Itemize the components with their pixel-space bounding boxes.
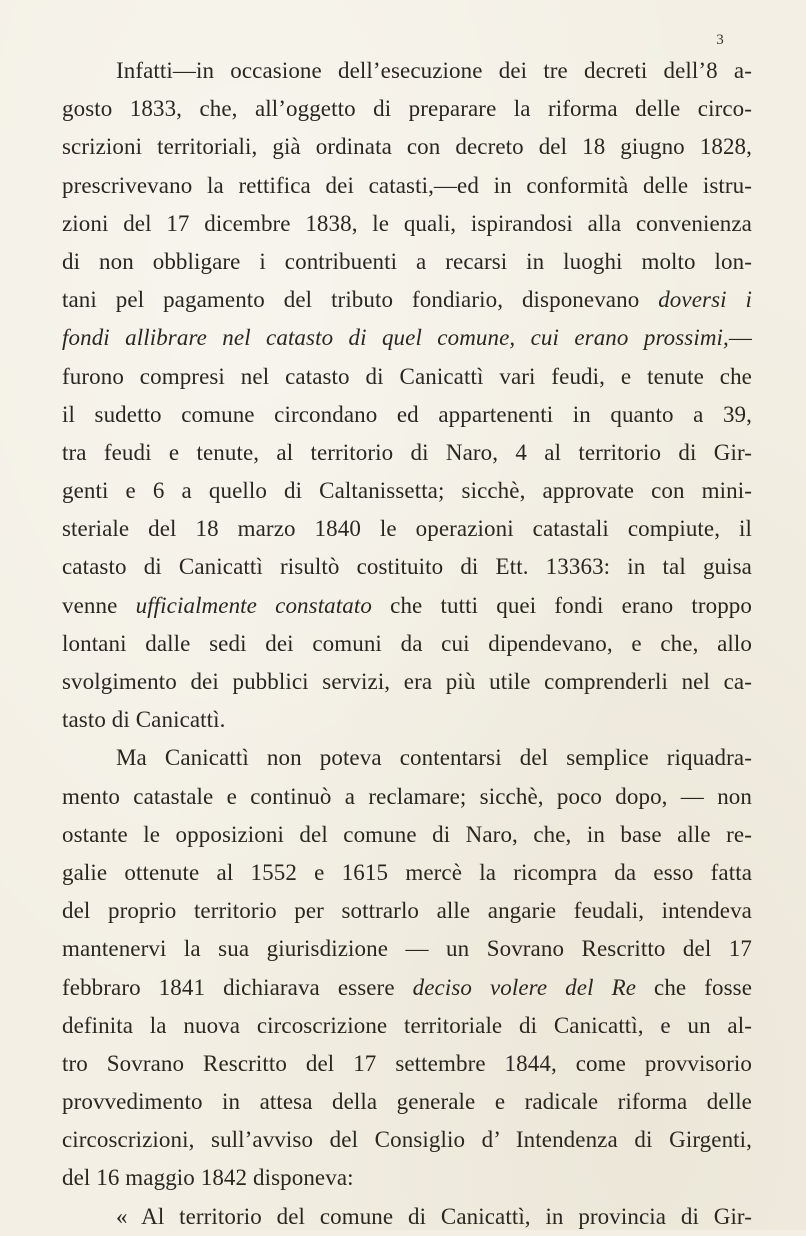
text-line <box>62 396 752 434</box>
paragraph <box>62 1198 752 1236</box>
text-segment: febbraro 1841 dichiarava essere <box>62 974 413 1000</box>
text-segment: provvedimento in attesa della generale e radicale riforma delle <box>62 1089 752 1115</box>
text-segment: mantenervi la sua giurisdizione — un Sovrano Rescritto del 17 <box>62 936 752 962</box>
text-segment: tra feudi e tenute, al territorio di Naro, 4 al territorio di Gir- <box>62 439 752 465</box>
text-line <box>62 434 752 472</box>
text-line <box>62 1198 752 1236</box>
text-line <box>62 319 752 357</box>
text-segment: ostante le opposizioni del comune di Naro, che, in base alle re- <box>62 821 752 847</box>
text-segment: lontani dalle sedi dei comuni da cui dipendevano, e che, allo <box>62 630 752 656</box>
text-line <box>62 52 752 90</box>
page-number: 3 <box>716 32 724 48</box>
text-line <box>62 510 752 548</box>
text-segment: scrizioni territoriali, già ordinata con decreto del 18 giugno 1828, <box>62 134 752 160</box>
text-line <box>62 854 752 892</box>
text-line <box>62 205 752 243</box>
body-text <box>62 52 752 1236</box>
text-segment: Infatti—in occasione dell’esecuzione dei tre decreti dell’8 a- <box>116 58 752 83</box>
text-line <box>62 1007 752 1045</box>
text-segment: del 16 maggio 1842 disponeva: <box>62 1165 354 1191</box>
text-segment: circoscrizioni, sull’avviso del Consiglio d’ Intendenza di Girgenti, <box>62 1127 752 1153</box>
text-line <box>62 548 752 586</box>
text-line <box>62 472 752 510</box>
text-line <box>62 167 752 205</box>
text-segment: steriale del 18 marzo 1840 le operazioni catastali compiute, il <box>62 516 752 542</box>
text-line <box>62 739 752 777</box>
text-line <box>62 930 752 968</box>
italic-text: deciso volere del Re <box>412 974 637 1000</box>
text-line <box>62 358 752 396</box>
text-segment: — <box>728 325 752 351</box>
text-line <box>62 1083 752 1121</box>
text-segment: definita la nuova circoscrizione territoriale di Canicattì, e un al- <box>62 1012 752 1038</box>
text-segment: prescrivevano la rettifica dei catasti,—ed in conformità delle istru- <box>62 172 752 198</box>
text-segment: che tutti quei fondi erano troppo <box>371 592 752 618</box>
text-line <box>62 663 752 701</box>
text-line <box>62 778 752 816</box>
italic-text: fondi allibrare nel catasto di quel comune, cui erano prossimi, <box>62 325 729 351</box>
text-segment: di non obbligare i contribuenti a recarsi in luoghi molto lon- <box>62 248 752 274</box>
text-line <box>62 1159 752 1197</box>
text-segment: Ma Canicattì non poteva contentarsi del semplice riquadra- <box>116 745 752 771</box>
text-segment: tasto di Canicattì. <box>62 707 226 733</box>
text-segment: mento catastale e continuò a reclamare; sicchè, poco dopo, — non <box>62 783 752 809</box>
text-segment: tani pel pagamento del tributo fondiario, disponevano <box>62 287 659 313</box>
text-line <box>62 816 752 854</box>
text-line <box>62 281 752 319</box>
text-segment: furono compresi nel catasto di Canicattì vari feudi, e tenute che <box>62 363 752 389</box>
text-segment: il sudetto comune circondano ed appartenenti in quanto a 39, <box>62 401 752 427</box>
paragraph <box>62 52 752 739</box>
text-segment: gosto 1833, che, all’oggetto di preparare la riforma delle circo- <box>62 96 752 122</box>
text-segment: zioni del 17 dicembre 1838, le quali, ispirandosi alla convenienza <box>62 210 752 236</box>
text-line <box>62 1045 752 1083</box>
text-line <box>62 1121 752 1159</box>
text-segment: del proprio territorio per sottrarlo alle angarie feudali, intendeva <box>62 898 752 924</box>
text-segment: « Al territorio del comune di Canicattì, in provincia di Gir- <box>116 1203 752 1229</box>
text-line <box>62 128 752 166</box>
text-segment: genti e 6 a quello di Caltanissetta; sicchè, approvate con mini- <box>62 478 752 504</box>
text-segment: venne <box>62 592 136 618</box>
text-line <box>62 90 752 128</box>
italic-text: doversi i <box>658 287 752 313</box>
text-segment: svolgimento dei pubblici servizi, era più utile comprenderli nel ca- <box>62 669 752 694</box>
text-line <box>62 969 752 1007</box>
italic-text: ufficialmente constatato <box>135 592 372 618</box>
text-line <box>62 892 752 930</box>
text-segment: catasto di Canicattì risultò costituito di Ett. 13363: in tal guisa <box>62 554 752 580</box>
text-line <box>62 701 752 739</box>
text-segment: che fosse <box>636 974 752 1000</box>
paragraph <box>62 739 752 1197</box>
text-line <box>62 243 752 281</box>
text-segment: tro Sovrano Rescritto del 17 settembre 1844, come provvisorio <box>62 1050 752 1076</box>
text-line <box>62 587 752 625</box>
text-line <box>62 625 752 663</box>
text-segment: galie ottenute al 1552 e 1615 mercè la ricompra da esso fatta <box>62 859 752 885</box>
